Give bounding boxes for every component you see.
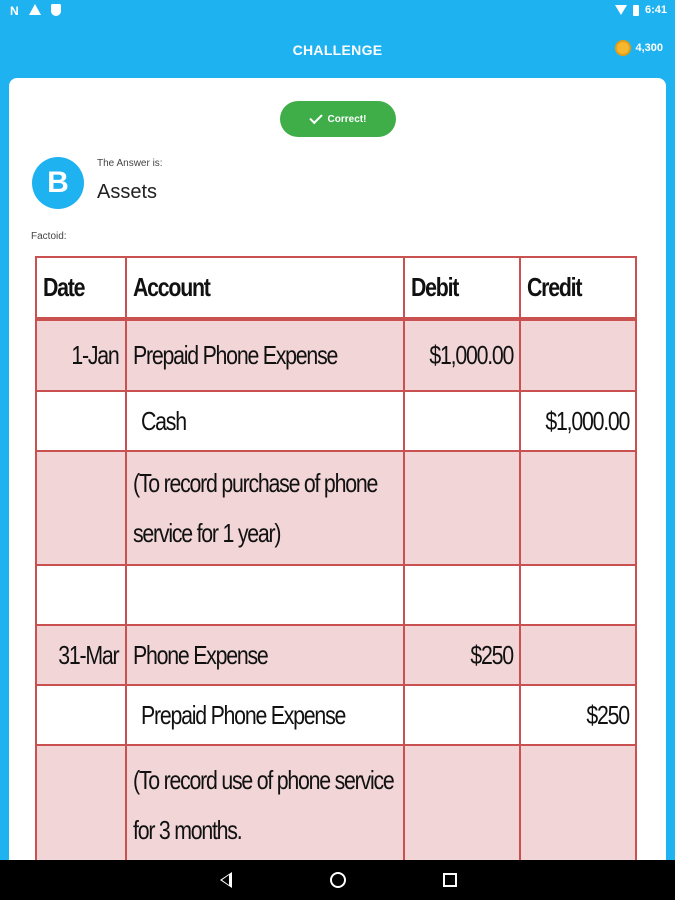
answer-heading: The Answer is: — [97, 158, 163, 169]
coin-count: 4,300 — [635, 42, 663, 54]
result-card — [9, 78, 666, 868]
cell-debit — [404, 745, 520, 865]
cell-account: (To record purchase of phone service for 1 year) — [126, 451, 404, 565]
status-left — [10, 4, 61, 18]
table-header-row — [36, 257, 636, 319]
cell-credit — [520, 625, 636, 685]
recent-apps-icon[interactable] — [443, 873, 457, 887]
cell-credit — [520, 319, 636, 391]
correct-badge-button[interactable] — [280, 101, 396, 137]
status-right — [615, 4, 667, 16]
cell-date — [36, 451, 126, 565]
cell-credit — [520, 745, 636, 865]
n-notification-icon: N — [10, 4, 19, 18]
factoid-label: Factoid: — [31, 231, 67, 242]
table-row — [36, 685, 636, 745]
checkmark-icon — [309, 111, 322, 124]
answer-letter-badge: B — [32, 157, 84, 209]
cell-date: 31-Mar — [36, 625, 126, 685]
table-row — [36, 391, 636, 451]
status-bar — [0, 0, 675, 24]
journal-entry-table — [35, 256, 637, 866]
cell-account: Prepaid Phone Expense — [126, 685, 404, 745]
clock: 6:41 — [644, 4, 667, 16]
cell-date — [36, 685, 126, 745]
table-row — [36, 745, 636, 865]
table-row — [36, 625, 636, 685]
header-credit: Credit — [520, 257, 636, 319]
app-bar — [0, 24, 675, 76]
page-title: CHALLENGE — [292, 42, 383, 58]
coin-icon — [615, 40, 631, 56]
cell-credit — [520, 565, 636, 625]
correct-label: Correct! — [327, 113, 367, 125]
header-date: Date — [36, 257, 126, 319]
cell-account: (To record use of phone service for 3 months. — [126, 745, 404, 865]
coin-balance[interactable] — [615, 40, 663, 56]
cell-account: Cash — [126, 391, 404, 451]
cell-date — [36, 391, 126, 451]
alert-icon — [29, 4, 41, 15]
table-row — [36, 319, 636, 391]
table-row — [36, 451, 636, 565]
cell-debit: $1,000.00 — [404, 319, 520, 391]
cell-debit — [404, 565, 520, 625]
cell-credit: $250 — [520, 685, 636, 745]
battery-icon — [633, 5, 639, 16]
shield-icon — [51, 4, 61, 16]
header-account: Account — [126, 257, 404, 319]
cell-credit: $1,000.00 — [520, 391, 636, 451]
cell-date: 1-Jan — [36, 319, 126, 391]
cell-account: Prepaid Phone Expense — [126, 319, 404, 391]
cell-debit — [404, 391, 520, 451]
cell-debit: $250 — [404, 625, 520, 685]
cell-debit — [404, 685, 520, 745]
wifi-icon — [615, 5, 627, 15]
header-debit: Debit — [404, 257, 520, 319]
system-nav-bar — [0, 860, 675, 900]
cell-account — [126, 565, 404, 625]
cell-credit — [520, 451, 636, 565]
cell-account: Phone Expense — [126, 625, 404, 685]
cell-date — [36, 565, 126, 625]
cell-debit — [404, 451, 520, 565]
table-row — [36, 565, 636, 625]
back-icon[interactable] — [220, 872, 232, 888]
cell-date — [36, 745, 126, 865]
answer-value: Assets — [97, 181, 158, 203]
home-icon[interactable] — [330, 872, 346, 888]
